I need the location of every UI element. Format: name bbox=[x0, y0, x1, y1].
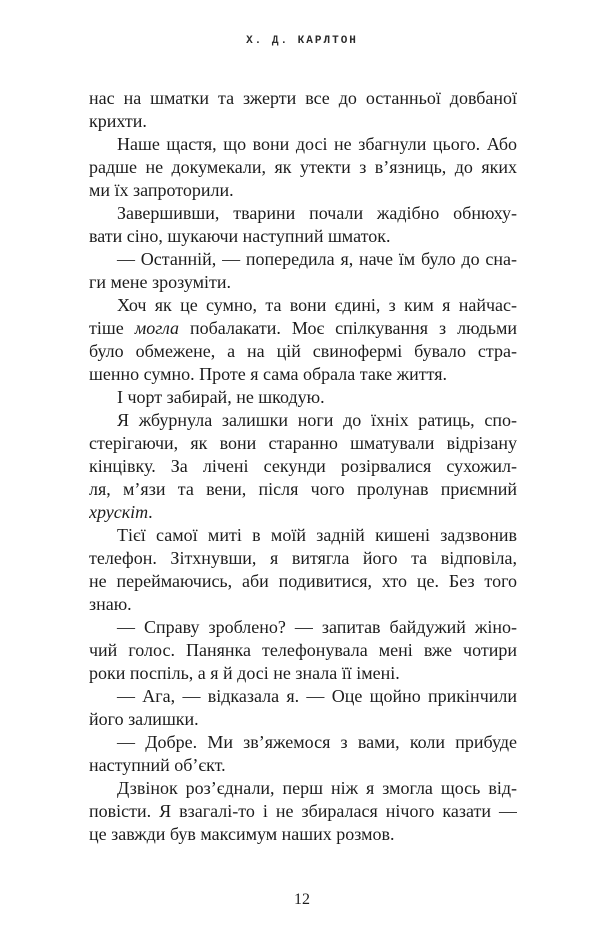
text-line bbox=[89, 547, 517, 570]
body-text: — Справу зроблено? — запитав байдужий жіно- bbox=[117, 617, 517, 637]
body-text: знаю. bbox=[89, 594, 132, 614]
text-line bbox=[89, 202, 517, 225]
text-line bbox=[89, 133, 517, 156]
text-line bbox=[89, 87, 517, 110]
text-line bbox=[89, 731, 517, 754]
text-line bbox=[89, 432, 517, 455]
text-line bbox=[89, 593, 517, 616]
body-text: вати сіно, шукаючи наступний шматок. bbox=[89, 226, 391, 246]
body-text: не переймаючись, аби подивитися, хто це. Без того bbox=[89, 571, 517, 591]
text-line bbox=[89, 570, 517, 593]
text-line bbox=[89, 800, 517, 823]
italic-text: хрускіт bbox=[89, 502, 149, 522]
text-line bbox=[89, 156, 517, 179]
body-text: крихти. bbox=[89, 111, 147, 131]
body-text: повісти. Я взагалі-то і не збиралася нічого казати — bbox=[89, 801, 517, 821]
body-text: радше не докумекали, як утекти з в’язниць, до яких bbox=[89, 157, 517, 177]
text-line bbox=[89, 662, 517, 685]
italic-text: могла bbox=[134, 318, 180, 338]
body-text: побалакати. Моє спілкування з людьми bbox=[179, 318, 517, 338]
text-line bbox=[89, 754, 517, 777]
body-text: ги мене зрозуміти. bbox=[89, 272, 232, 292]
text-line bbox=[89, 386, 517, 409]
body-text: . bbox=[148, 502, 153, 522]
running-header-author: Х. Д. КАРЛТОН bbox=[246, 35, 358, 47]
body-text: Хоч як це сумно, та вони єдині, з ким я найчас- bbox=[117, 295, 517, 315]
body-text: І чорт забирай, не шкодую. bbox=[117, 387, 325, 407]
text-line bbox=[89, 639, 517, 662]
body-text: наступний об’єкт. bbox=[89, 755, 226, 775]
text-line bbox=[89, 363, 517, 386]
body-text: кінцівку. За лічені секунди розірвалися сухожил- bbox=[89, 456, 517, 476]
body-text: — Останній, — попередила я, наче їм було до сна- bbox=[117, 249, 517, 269]
body-text: Тієї самої миті в моїй задній кишені задзвонив bbox=[117, 525, 517, 545]
text-line bbox=[89, 340, 517, 363]
body-text: було обмежене, а на цій свинофермі бувало стра- bbox=[89, 341, 517, 361]
body-text: ми їх запроторили. bbox=[89, 180, 234, 200]
text-line bbox=[89, 616, 517, 639]
body-text: — Добре. Ми зв’яжемося з вами, коли прибуде bbox=[117, 732, 517, 752]
body-text: — Ага, — відказала я. — Оце щойно прикінчили bbox=[117, 686, 517, 706]
text-line bbox=[89, 478, 517, 501]
text-line bbox=[89, 317, 517, 340]
text-line bbox=[89, 823, 517, 846]
text-line bbox=[89, 179, 517, 202]
text-line bbox=[89, 271, 517, 294]
body-text: Наше щастя, що вони досі не збагнули цього. Або bbox=[117, 134, 517, 154]
body-text: телефон. Зітхнувши, я витягла його та відповіла, bbox=[89, 548, 517, 568]
body-text: ля, м’язи та вени, після чого пролунав приємний bbox=[89, 479, 517, 499]
text-line bbox=[89, 685, 517, 708]
body-text: нас на шматки та зжерти все до останньої довбаної bbox=[89, 88, 517, 108]
text-line bbox=[89, 524, 517, 547]
body-text: це завжди був максимум наших розмов. bbox=[89, 824, 395, 844]
text-line bbox=[89, 294, 517, 317]
body-text: стерігаючи, як вони старанно шматували відрізану bbox=[89, 433, 517, 453]
text-line bbox=[89, 708, 517, 731]
body-text: Дзвінок роз’єднали, перш ніж я змогла щось від- bbox=[117, 778, 517, 798]
text-line bbox=[89, 501, 517, 524]
body-text: його залишки. bbox=[89, 709, 199, 729]
text-block bbox=[89, 87, 517, 846]
text-line bbox=[89, 455, 517, 478]
text-line bbox=[89, 225, 517, 248]
page-number: 12 bbox=[294, 891, 310, 908]
body-text: тіше bbox=[89, 318, 135, 338]
body-text: Я жбурнула залишки ноги до їхніх ратиць, спо- bbox=[117, 410, 517, 430]
body-text: Завершивши, тварини почали жадібно обнюху- bbox=[117, 203, 517, 223]
text-line bbox=[89, 110, 517, 133]
body-text: шенно сумно. Проте я сама обрала таке життя. bbox=[89, 364, 447, 384]
text-line bbox=[89, 409, 517, 432]
body-text: чий голос. Панянка телефонувала мені вже чотири bbox=[89, 640, 517, 660]
body-text: роки поспіль, а я й досі не знала її імені. bbox=[89, 663, 400, 683]
text-line bbox=[89, 248, 517, 271]
text-line bbox=[89, 777, 517, 800]
